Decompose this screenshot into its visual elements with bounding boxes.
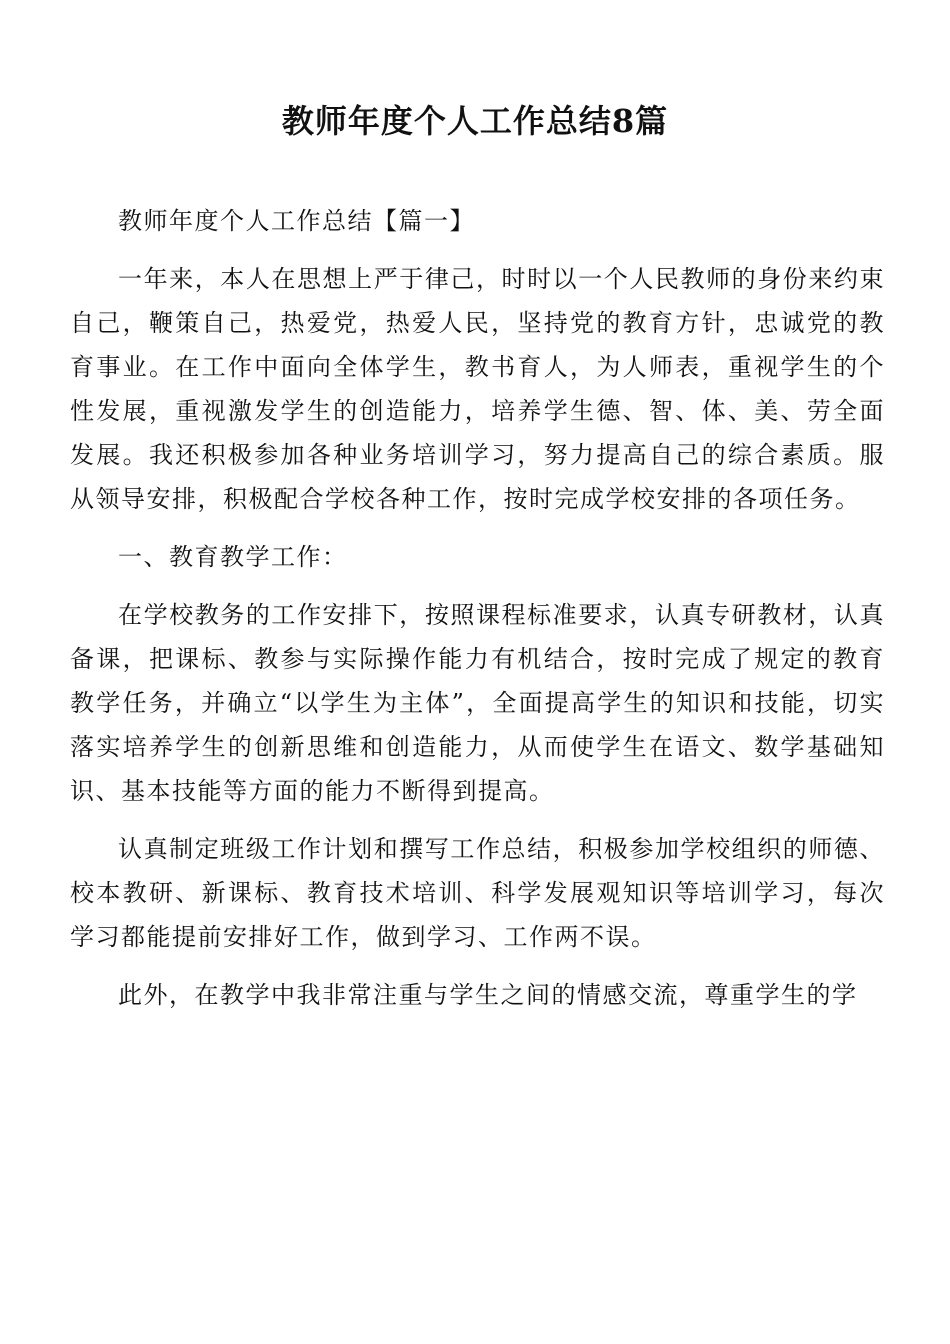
section-heading-part-one: 教师年度个人工作总结【篇一】 [118, 207, 475, 235]
paragraph-communication: 此外，在教学中我非常注重与学生之间的情感交流，尊重学生的学 [118, 981, 858, 1009]
document-body [70, 199, 885, 1031]
paragraph-intro: 一年来，本人在思想上严于律己，时时以一个人民教师的身份来约束自己，鞭策自己，热爱党，热爱人民，坚持党的教育方针，忠诚党的教育事业。在工作中面向全体学生，教书育人，为人师表，重视学生的个性发展，重视激发学生的创造能力，培养学生德、智、体、美、劳全面发展。我还积极参加各种业务培训学习，努力提高自己的综合素质。服从领导安排，积极配合学校各种工作，按时完成学校安排的各项任务。 [70, 265, 885, 513]
document-title: 教师年度个人工作总结8篇 [281, 102, 669, 140]
paragraph-teaching: 在学校教务的工作安排下，按照课程标准要求，认真专研教材，认真备课，把课标、教参与实际操作能力有机结合，按时完成了规定的教育教学任务，并确立“以学生为主体”，全面提高学生的知识和技能，切实落实培养学生的创新思维和创造能力，从而使学生在语文、数学基础知识、基本技能等方面的能力不断得到提高。 [70, 601, 885, 805]
section-heading-teaching-work: 一、教育教学工作： [118, 543, 348, 571]
paragraph-planning: 认真制定班级工作计划和撰写工作总结，积极参加学校组织的师德、校本教研、新课标、教育技术培训、科学发展观知识等培训学习，每次学习都能提前安排好工作，做到学习、工作两不误。 [70, 835, 885, 951]
